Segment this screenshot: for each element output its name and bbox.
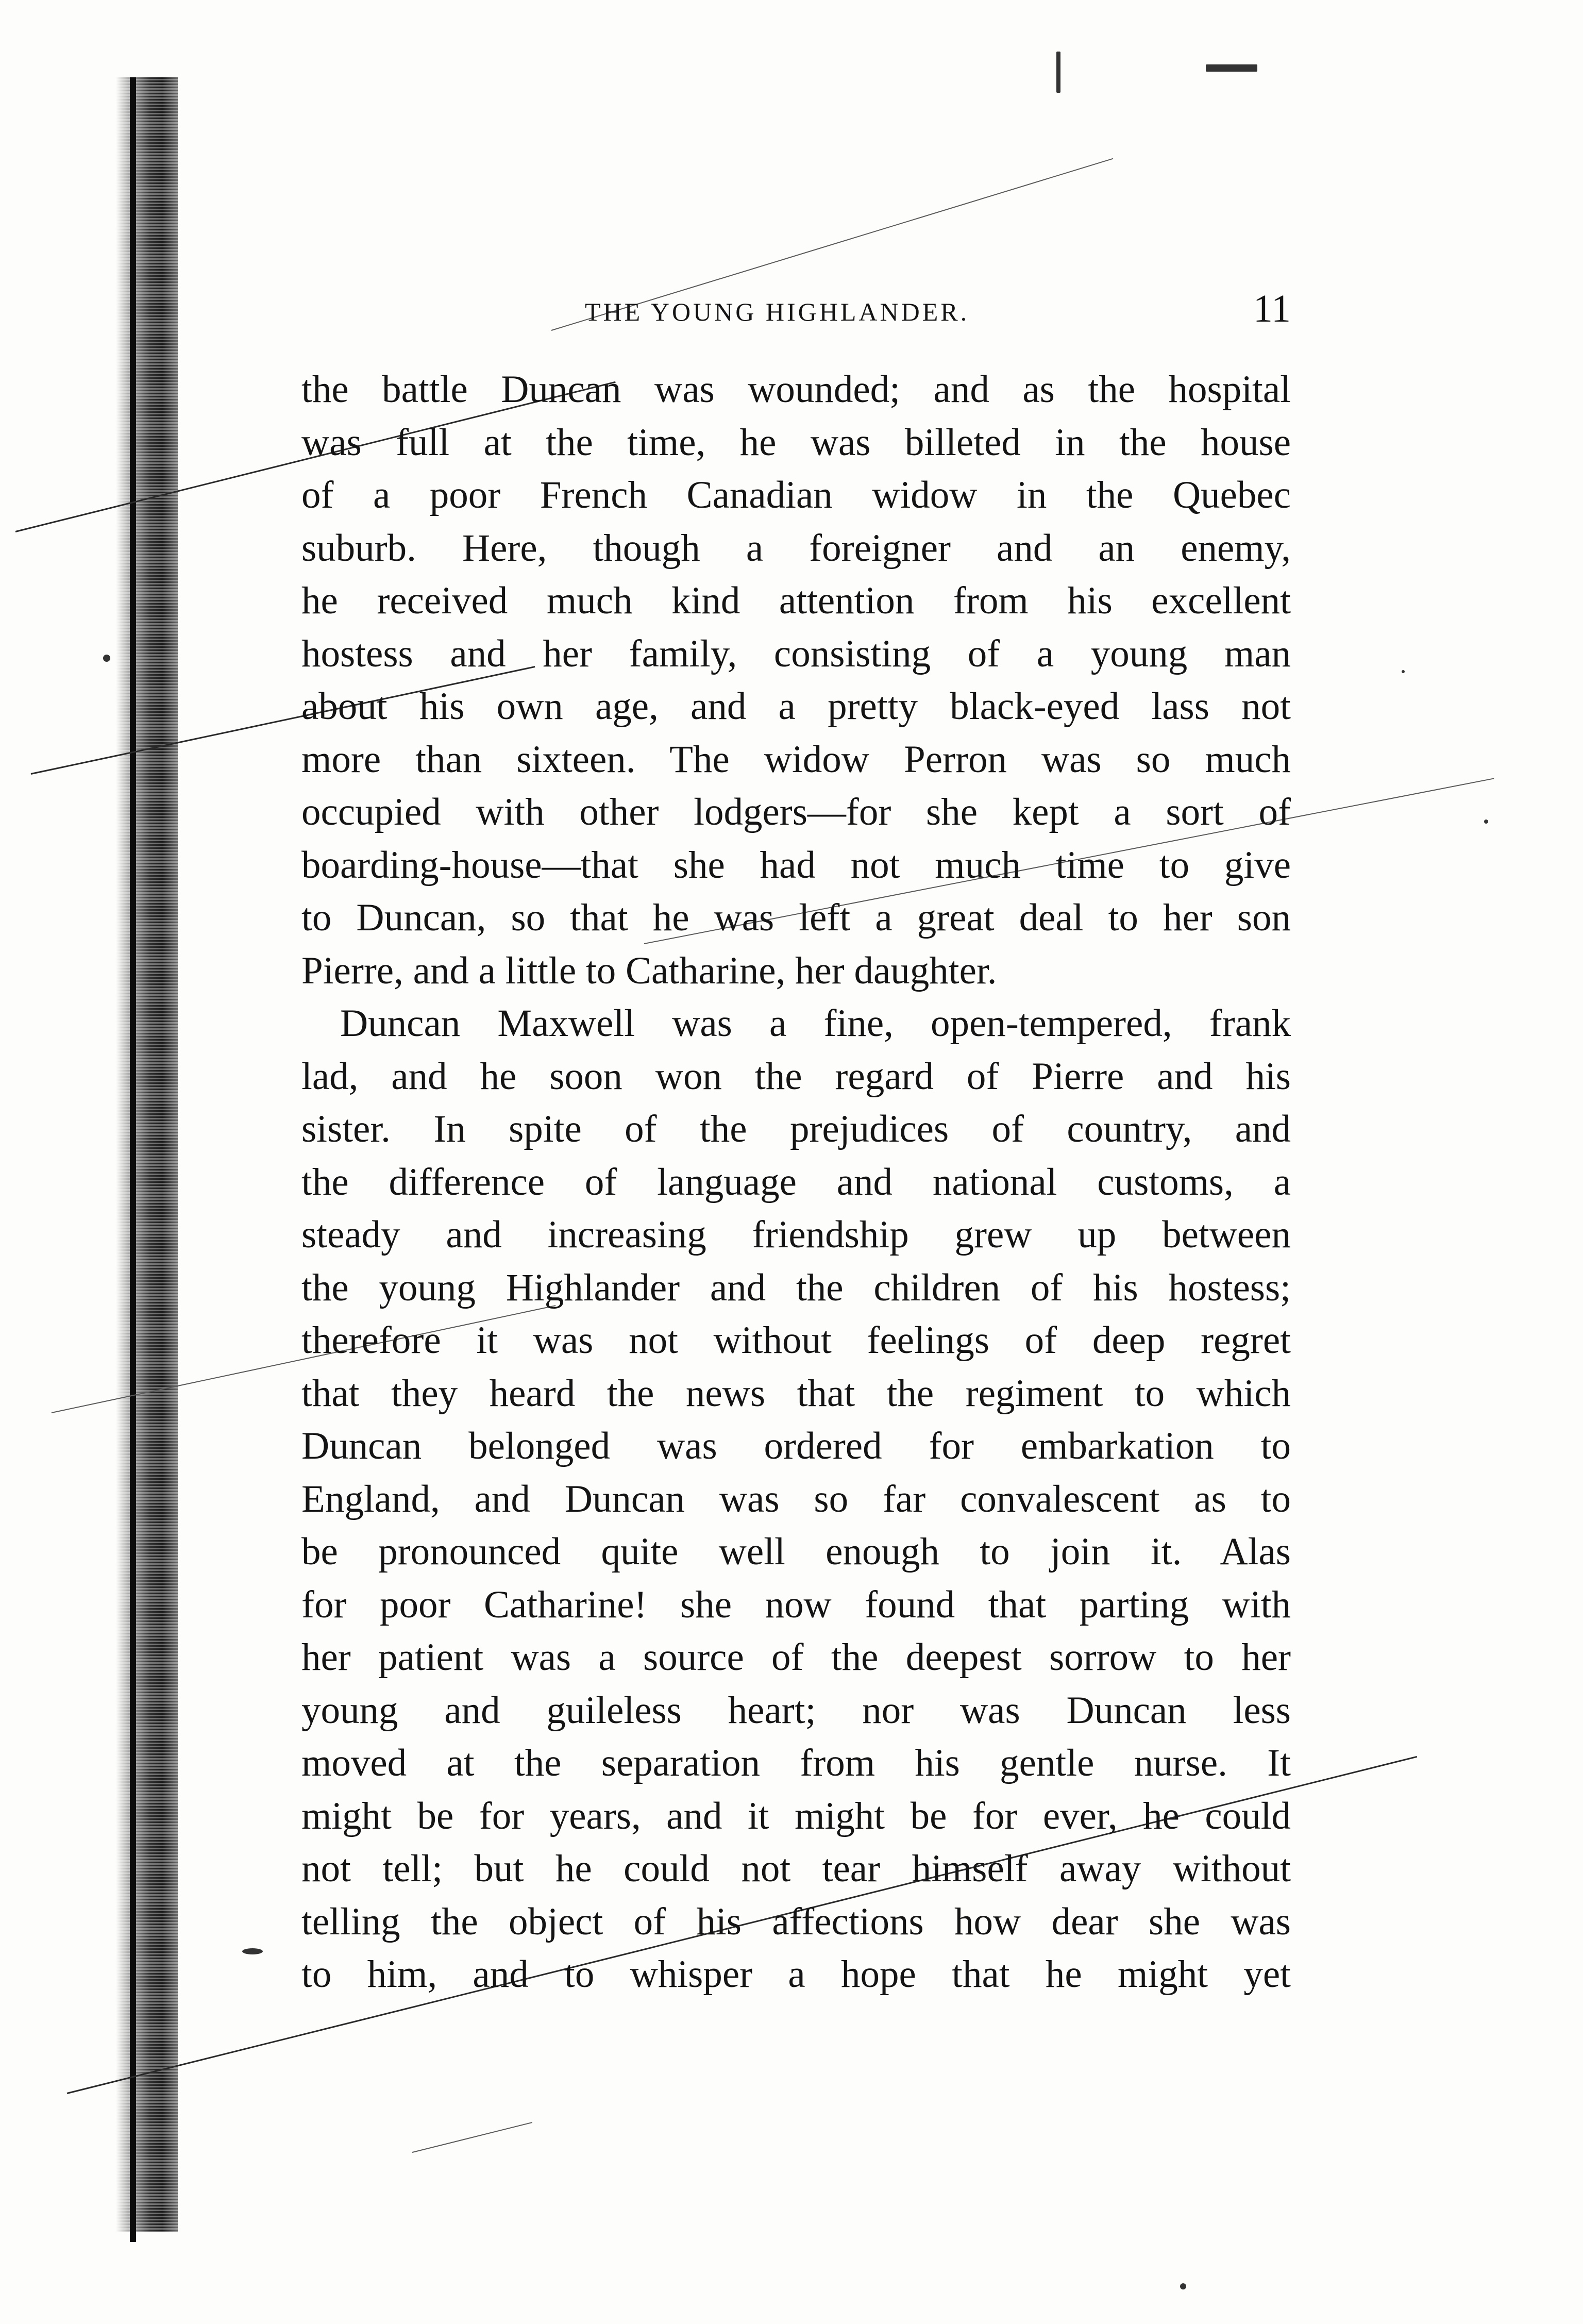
binding-gutter-edge [130, 77, 136, 2242]
running-title: THE YOUNG HIGHLANDER. [585, 297, 970, 326]
text-line: be pronounced quite well enough to join it. Alas [301, 1530, 1291, 1573]
text-line: Duncan belonged was ordered for embarkation to [301, 1425, 1291, 1467]
text-line: young and guileless heart; nor was Duncan less [301, 1688, 1291, 1732]
page-header [301, 287, 1291, 333]
text-line: might be for years, and it might be for ever, he could [301, 1794, 1291, 1837]
text-line: her patient was a source of the deepest sorrow to her [301, 1636, 1291, 1679]
scan-speck [1180, 2283, 1186, 2289]
text-line: was full at the time, he was billeted in the house [301, 421, 1291, 464]
text-line: hostess and her family, consisting of a young man [301, 632, 1291, 675]
text-line: to Duncan, so that he was left a great deal to her son [301, 896, 1291, 939]
scan-speck [242, 1948, 263, 1954]
text-line: England, and Duncan was so far convalescent as to [301, 1477, 1291, 1520]
scan-speck [1402, 670, 1405, 673]
text-line: the young Highlander and the children of his hostess; [301, 1266, 1291, 1309]
text-line: that they heard the news that the regiment to which [301, 1372, 1291, 1415]
scan-speck [1484, 820, 1488, 824]
pencil-stroke [412, 2122, 532, 2153]
binding-gutter-shadow [116, 77, 178, 2232]
scan-speck [1206, 64, 1257, 72]
text-line: not tell; but he could not tear himself away without [301, 1847, 1291, 1890]
text-line: telling the object of his affections how dear she was [301, 1900, 1291, 1943]
text-line: lad, and he soon won the regard of Pierre and his [301, 1055, 1291, 1098]
text-line: Duncan Maxwell was a fine, open-tempered, frank [340, 1002, 1291, 1045]
text-line: sister. In spite of the prejudices of country, and [301, 1108, 1291, 1150]
text-line: for poor Catharine! she now found that parting with [301, 1583, 1291, 1626]
scan-speck [103, 655, 110, 662]
text-line: more than sixteen. The widow Perron was so much [301, 738, 1291, 781]
page-number: 11 [1253, 287, 1291, 330]
text-line: Pierre, and a little to Catharine, her daughter. [301, 949, 997, 992]
text-line: to him, and to whisper a hope that he might yet [301, 1953, 1291, 1996]
text-line: suburb. Here, though a foreigner and an enemy, [301, 526, 1291, 570]
text-line: occupied with other lodgers—for she kept a sort of [301, 791, 1291, 833]
scan-speck [1056, 52, 1060, 93]
text-line: he received much kind attention from his excellent [301, 579, 1291, 622]
text-line: of a poor French Canadian widow in the Quebec [301, 474, 1291, 516]
text-line: the battle Duncan was wounded; and as the hospital [301, 368, 1291, 411]
text-line: about his own age, and a pretty black-eyed lass not [301, 685, 1291, 728]
text-line: moved at the separation from his gentle nurse. It [301, 1742, 1291, 1784]
text-line: the difference of language and national customs, a [301, 1160, 1291, 1203]
text-line: boarding-house—that she had not much time to give [301, 843, 1291, 887]
body-text [301, 363, 1291, 2001]
text-line: steady and increasing friendship grew up between [301, 1213, 1291, 1256]
text-line: therefore it was not without feelings of deep regret [301, 1319, 1291, 1362]
